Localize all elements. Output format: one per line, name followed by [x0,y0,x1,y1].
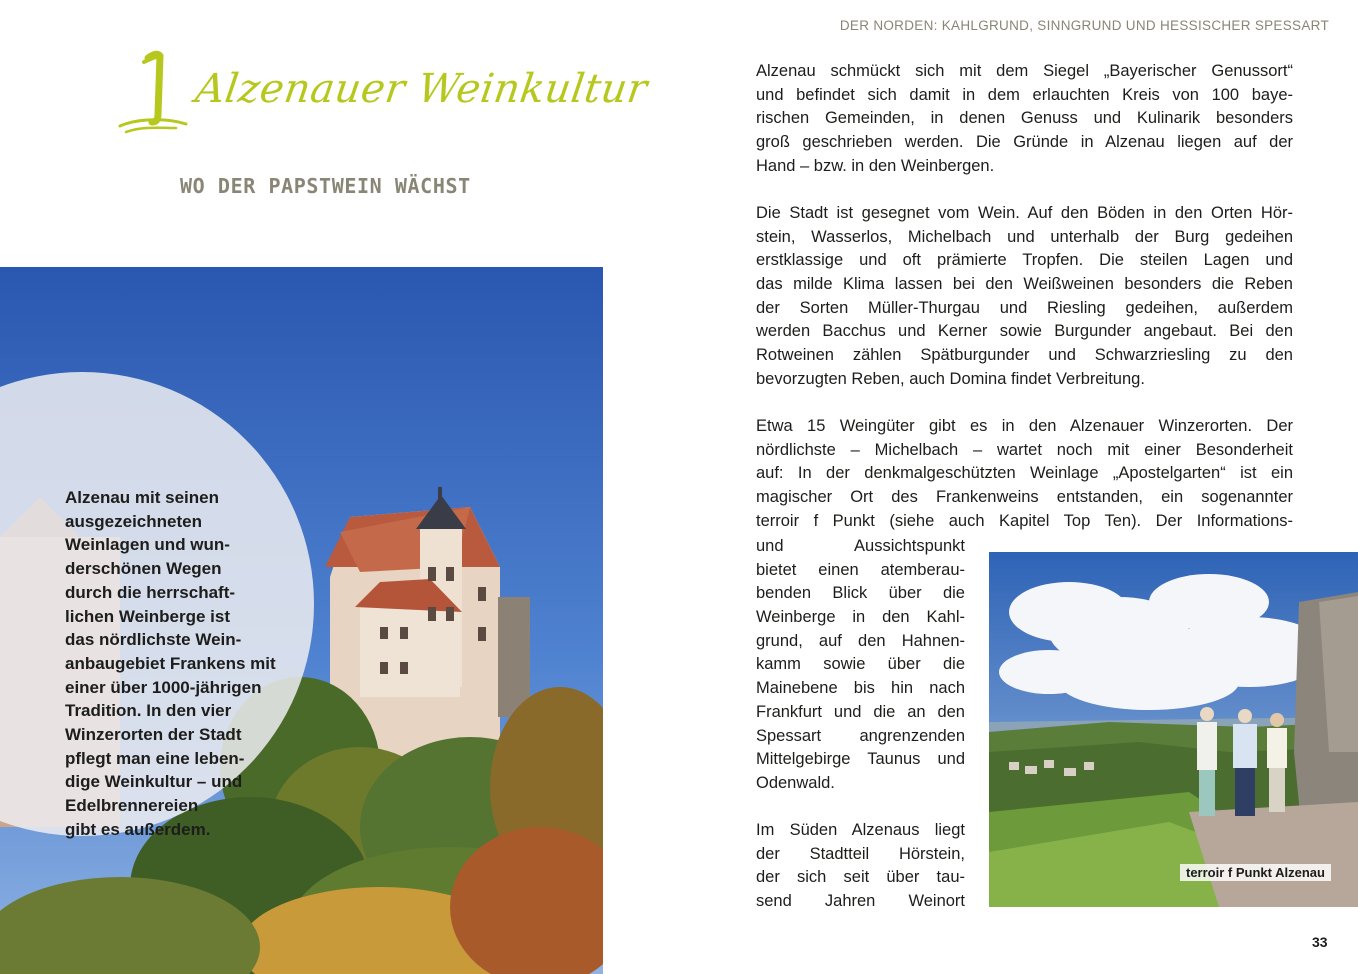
text-line: Rotweinen zählen Spätburgunder und Schwarzriesling zu den [756,346,1293,365]
chapter-number-brush-icon [118,48,190,138]
quote-line: lichen Weinberge ist [65,606,231,626]
text-line: rischen Gemeinden, in denen Genuss und Kulinarik besonders [756,109,1293,128]
text-line: der sich seit über tau- [756,868,965,887]
text-line: benden Blick über die [756,584,965,603]
quote-line: Edelbrennereien [65,796,199,816]
paragraph-4 [756,535,965,796]
paragraph-3 [756,415,1293,533]
text-line: send Jahren Weinort [756,892,965,911]
terroir-photo [989,552,1358,907]
text-line: Etwa 15 Weingüter gibt es in den Alzenauer Winzerorten. Der [756,417,1293,435]
text-line: das milde Klima lassen bei den Weißweinen besonders die Reben [756,275,1293,294]
running-head: DER NORDEN: KAHLGRUND, SINNGRUND UND HESSISCHER SPESSART [839,18,1329,33]
text-line: Hand – bzw. in den Weinbergen. [756,156,995,175]
quote-line: einer über 1000-jährigen [65,677,262,697]
text-line: terroir f Punkt (siehe auch Kapitel Top Ten). Der Informations- [756,511,1293,530]
chapter-title: Alzenauer Weinkultur [192,66,651,112]
quote-line: derschönen Wegen [65,559,222,579]
quote-line: pflegt man eine leben- [65,748,245,768]
text-line: nördlichste – Michelbach – wartet noch mit einer Besonderheit [756,440,1293,459]
text-line: werden Bacchus und Kerner sowie Burgunder angebaut. Bei den [756,322,1293,341]
text-line: bietet einen atemberau- [756,560,965,579]
quote-line: durch die herrschaft- [65,582,236,602]
text-line: Frankfurt und die an den [756,702,965,721]
quote-text [65,486,295,842]
text-line: groß geschrieben werden. Die Gründe in Alzenau liegen auf der [756,133,1293,152]
chapter-number [118,48,190,138]
photo-caption: terroir f Punkt Alzenau [1180,864,1331,881]
paragraph-5 [756,819,965,914]
paragraph-2 [756,202,1293,392]
quote-line: Alzenau mit seinen [65,488,219,507]
text-line: bevorzugten Reben, auch Domina findet Verbreitung. [756,369,1145,388]
text-line: Odenwald. [756,773,835,792]
quote-line: ausgezeichneten [65,511,202,531]
text-line: der Stadtteil Hörstein, [756,844,965,863]
quote-line: Winzerorten der Stadt [65,725,242,745]
quote-line: gibt es außerdem. [65,819,211,839]
quote-line: dige Weinkultur – und [65,772,243,792]
text-line: Die Stadt ist gesegnet vom Wein. Auf den Böden in den Orten Hör- [756,204,1293,222]
text-line: und Aussichtspunkt [756,537,965,555]
text-line: grund, auf den Hahnen- [756,631,965,650]
text-line: magischer Ort des Frankenweins entstanden, ein sogenannter [756,488,1293,507]
text-line: Mittelgebirge Taunus und [756,750,965,769]
quote-line: anbaugebiet Frankens mit [65,653,276,673]
text-line: und befindet sich damit in dem erlauchten Kreis von 100 baye- [756,85,1293,104]
text-line: Weinberge in den Kahl- [756,608,965,627]
chapter-subtitle: WO DER PAPSTWEIN WÄCHST [180,174,471,198]
text-line: kamm sowie über die [756,655,965,674]
text-line: Spessart angrenzenden [756,726,965,745]
text-line: auf: In der denkmalgeschützten Weinlage „Apostelgarten“ ist ein [756,464,1293,483]
quote-line: das nördlichste Wein- [65,630,242,650]
paragraph-1 [756,60,1293,178]
text-line: Alzenau schmückt sich mit dem Siegel „Bayerischer Genussort“ [756,62,1293,80]
text-line: Im Süden Alzenaus liegt [756,821,965,839]
text-line: stein, Wasserlos, Michelbach und unterhalb der Burg gedeihen [756,227,1293,246]
page-number: 33 [1312,934,1328,950]
quote-line: Weinlagen und wun- [65,535,230,555]
text-line: der Sorten Müller-Thurgau und Riesling gedeihen, außerdem [756,298,1293,317]
text-line: Mainebene bis hin nach [756,679,965,698]
text-line: erstklassige und oft prämierte Tropfen. Die steilen Lagen und [756,251,1293,270]
quote-line: Tradition. In den vier [65,701,232,721]
